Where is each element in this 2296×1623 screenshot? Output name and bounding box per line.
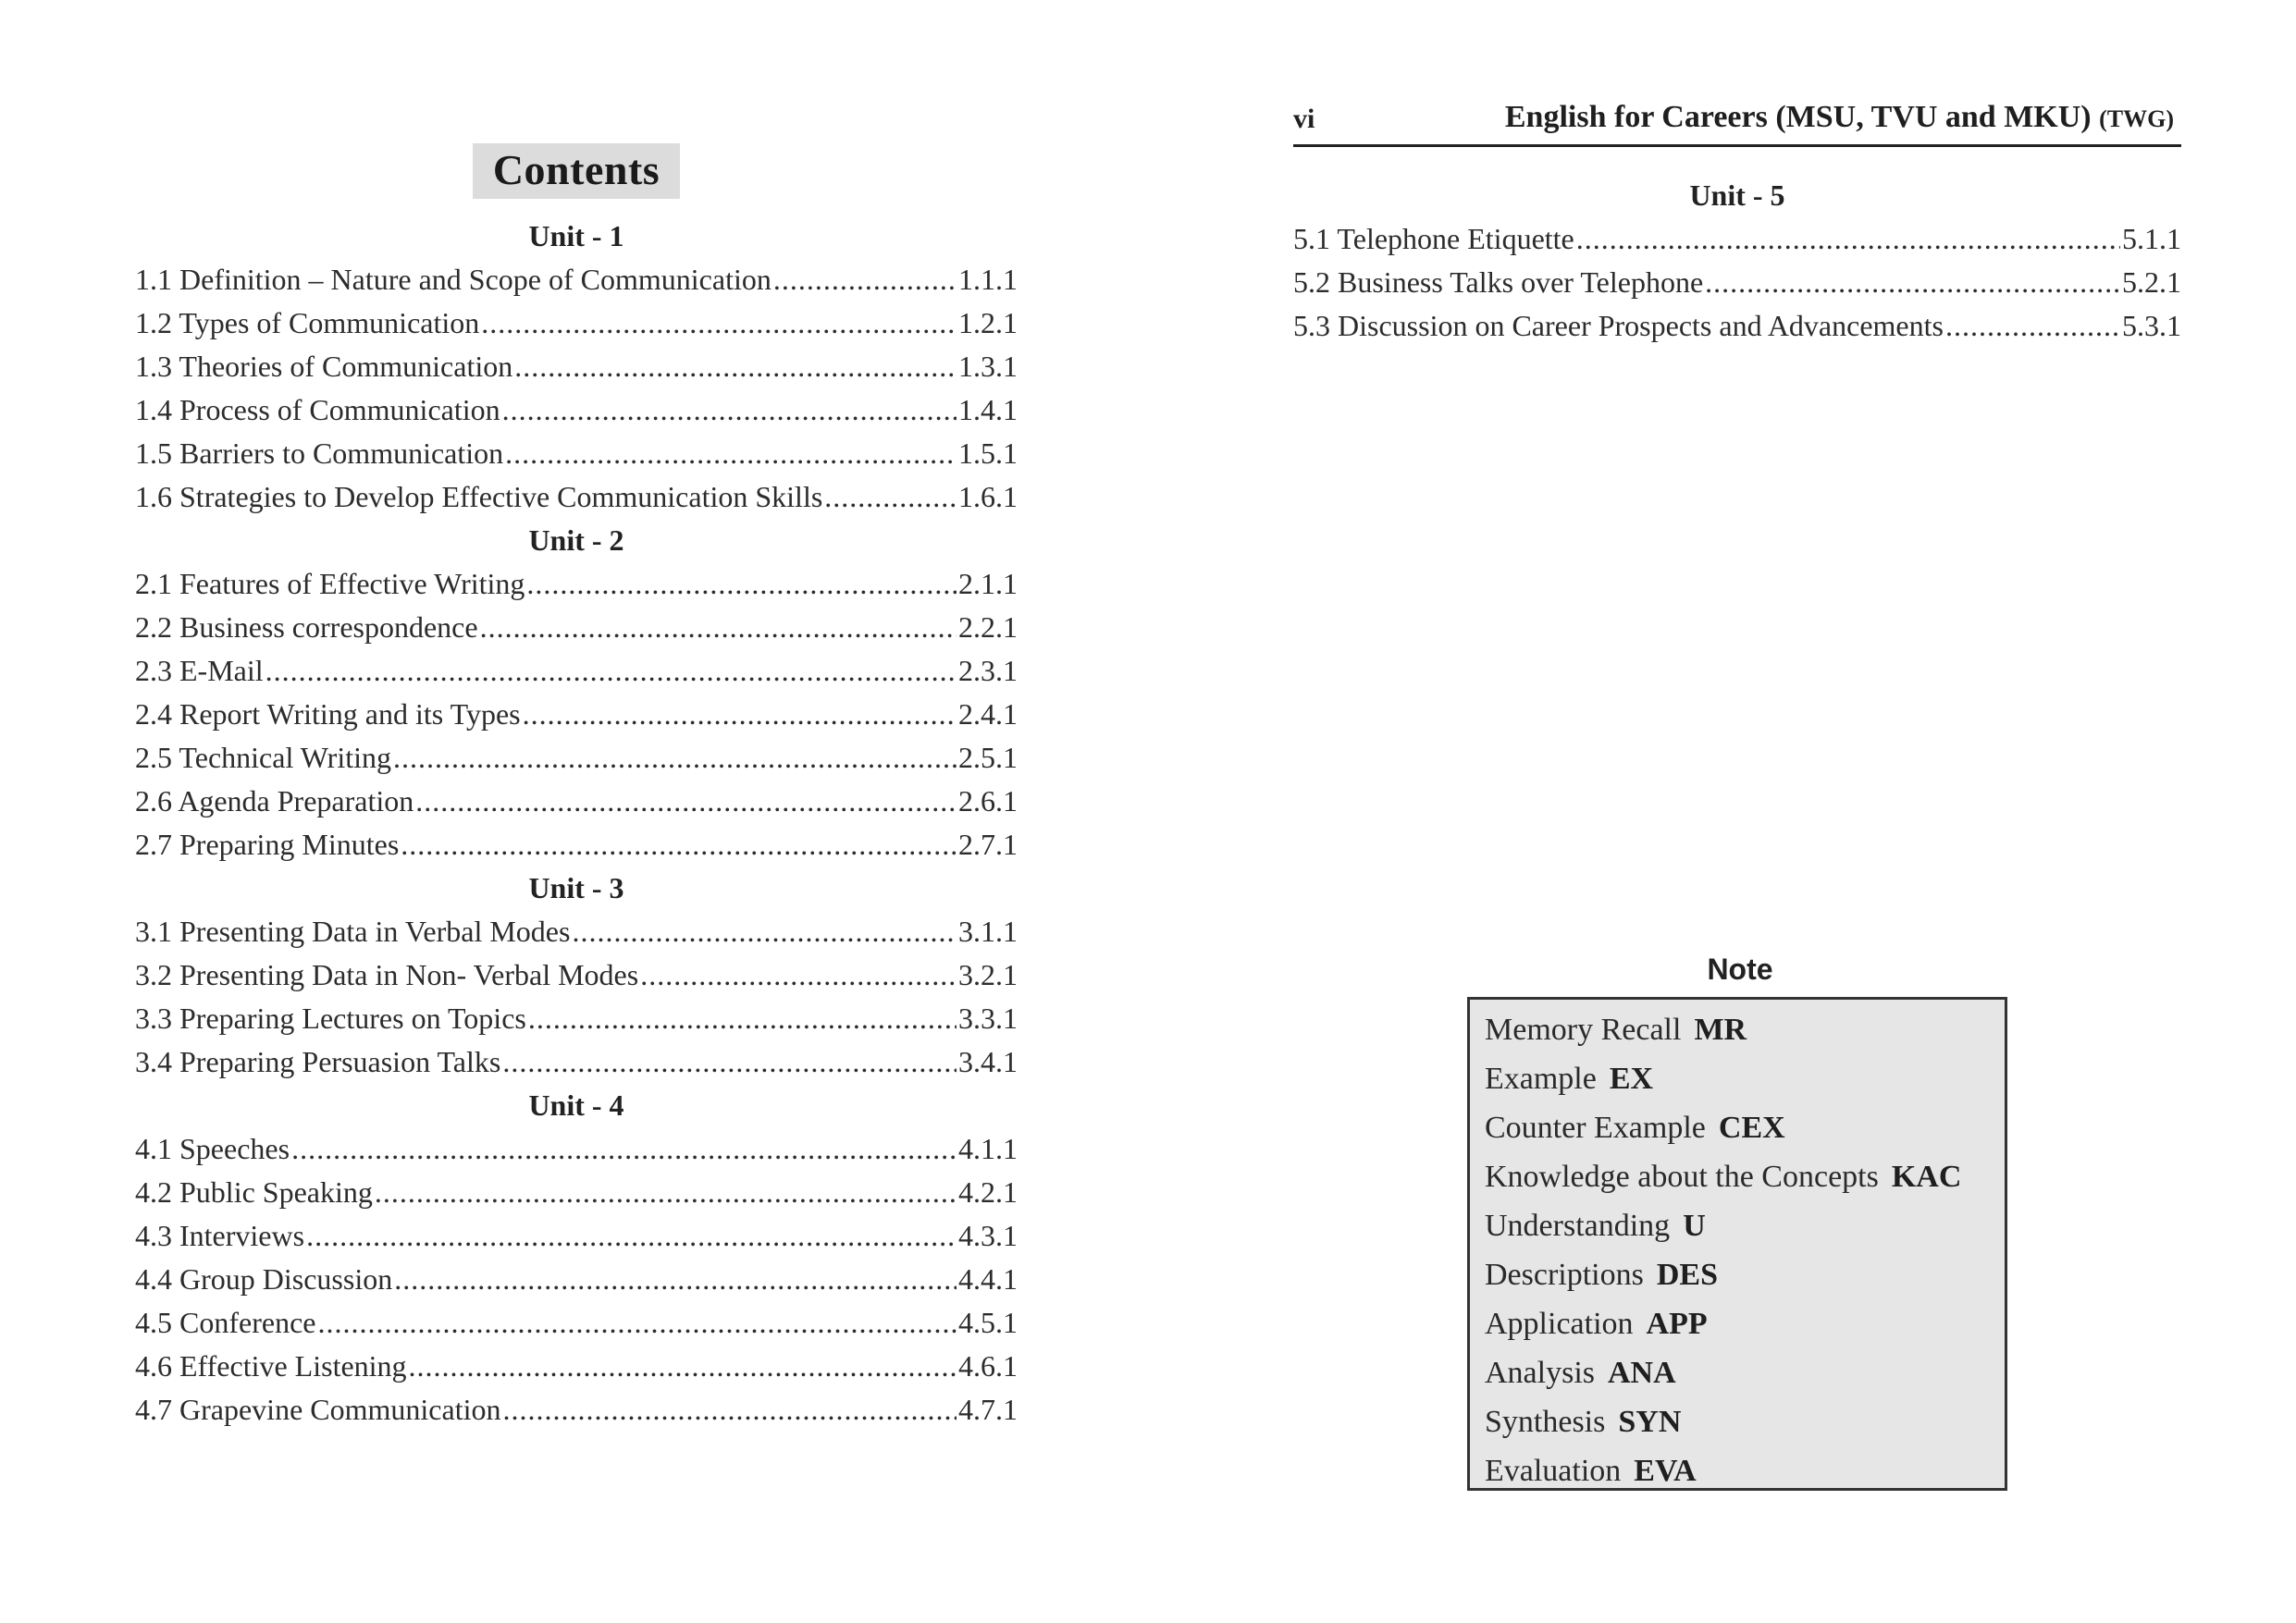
toc-entry-page: 2.7.1 xyxy=(958,828,1018,861)
book-title-suffix: (TWG) xyxy=(2099,105,2174,132)
toc-entry[interactable] xyxy=(135,953,1018,997)
toc-entry-title: 3.3 Preparing Lectures on Topics xyxy=(135,1002,526,1035)
book-title xyxy=(1505,100,2174,135)
toc-entry-page: 1.3.1 xyxy=(958,350,1018,383)
toc-entry-title: 3.2 Presenting Data in Non- Verbal Modes xyxy=(135,958,639,991)
note-item xyxy=(1485,1103,2005,1152)
toc-entry-page: 2.6.1 xyxy=(958,784,1018,818)
note-item-abbreviation: ANA xyxy=(1608,1356,1676,1390)
toc-entry[interactable] xyxy=(135,1171,1018,1214)
dot-leader xyxy=(1576,217,2120,261)
toc-entry[interactable] xyxy=(135,736,1018,780)
unit-heading: Unit - 1 xyxy=(528,219,624,252)
dot-leader xyxy=(526,562,957,606)
toc-entry[interactable] xyxy=(135,910,1018,953)
contents-title-wrap xyxy=(135,143,1018,199)
note-item-abbreviation: U xyxy=(1683,1209,1706,1243)
toc-entry[interactable] xyxy=(135,1345,1018,1388)
toc-entry[interactable] xyxy=(1293,261,2181,304)
dot-leader xyxy=(393,736,957,780)
toc-entry[interactable] xyxy=(135,301,1018,345)
page-number: vi xyxy=(1293,104,1315,134)
note-item xyxy=(1485,1348,2005,1397)
toc-entry-title: 5.3 Discussion on Career Prospects and Advancements xyxy=(1293,309,1944,342)
toc-entry-page: 4.1.1 xyxy=(958,1132,1018,1165)
dot-leader xyxy=(502,388,957,432)
dot-leader xyxy=(1945,304,2120,348)
toc-entry[interactable] xyxy=(135,475,1018,519)
unit-heading: Unit - 3 xyxy=(528,871,624,904)
toc-entry-title: 2.7 Preparing Minutes xyxy=(135,828,400,861)
toc-entry[interactable] xyxy=(135,693,1018,736)
note-label: Note xyxy=(1707,953,1773,986)
toc-entry-page: 4.2.1 xyxy=(958,1175,1018,1209)
toc-entry-title: 5.1 Telephone Etiquette xyxy=(1293,222,1574,255)
toc-entry[interactable] xyxy=(135,1127,1018,1171)
dot-leader xyxy=(514,345,957,388)
dot-leader xyxy=(502,1388,957,1432)
toc-entry-page: 4.5.1 xyxy=(958,1306,1018,1339)
toc-entry-page: 3.1.1 xyxy=(958,915,1018,948)
toc-entry-title: 3.1 Presenting Data in Verbal Modes xyxy=(135,915,571,948)
dot-leader xyxy=(481,301,957,345)
dot-leader xyxy=(523,693,957,736)
dot-leader xyxy=(1705,261,2120,304)
toc-entry[interactable] xyxy=(135,823,1018,867)
toc-entry-title: 2.6 Agenda Preparation xyxy=(135,784,414,818)
toc-entry[interactable] xyxy=(135,258,1018,301)
note-item-label: Application xyxy=(1485,1307,1634,1341)
toc-entry-page: 1.5.1 xyxy=(958,436,1018,470)
note-item-abbreviation: EX xyxy=(1609,1062,1654,1096)
toc-entry-page: 2.3.1 xyxy=(958,654,1018,687)
toc-entry-title: 2.3 E-Mail xyxy=(135,654,264,687)
running-head xyxy=(1293,98,2181,147)
toc-entry-page: 4.6.1 xyxy=(958,1349,1018,1383)
note-item xyxy=(1485,1397,2005,1446)
toc-entry[interactable] xyxy=(135,997,1018,1040)
unit-heading: Unit - 2 xyxy=(528,523,624,557)
dot-leader xyxy=(640,953,957,997)
note-item xyxy=(1485,1054,2005,1103)
note-item-label: Understanding xyxy=(1485,1209,1671,1243)
note-item-label: Descriptions xyxy=(1485,1258,1644,1292)
note-item-label: Example xyxy=(1485,1062,1597,1096)
toc-entry[interactable] xyxy=(135,649,1018,693)
dot-leader xyxy=(480,606,957,649)
note-item-label: Counter Example xyxy=(1485,1111,1706,1145)
toc-entry-title: 4.6 Effective Listening xyxy=(135,1349,407,1383)
toc-entry-title: 2.2 Business correspondence xyxy=(135,610,478,644)
note-item-abbreviation: CEX xyxy=(1718,1111,1785,1145)
note-item xyxy=(1485,1299,2005,1348)
toc-entry[interactable] xyxy=(135,780,1018,823)
toc-entry-title: 4.4 Group Discussion xyxy=(135,1262,393,1296)
note-item xyxy=(1485,1005,2005,1054)
toc-entry-title: 2.5 Technical Writing xyxy=(135,741,391,774)
toc-entry-page: 3.3.1 xyxy=(958,1002,1018,1035)
table-of-contents xyxy=(135,215,1018,1432)
toc-entry-page: 4.7.1 xyxy=(958,1393,1018,1426)
toc-entry-title: 4.2 Public Speaking xyxy=(135,1175,373,1209)
toc-entry-title: 1.3 Theories of Communication xyxy=(135,350,513,383)
contents-title: Contents xyxy=(473,143,680,199)
note-item-label: Memory Recall xyxy=(1485,1013,1682,1047)
dot-leader xyxy=(401,823,957,867)
note-item xyxy=(1485,1250,2005,1299)
toc-entry-title: 1.5 Barriers to Communication xyxy=(135,436,504,470)
toc-entry-page: 2.4.1 xyxy=(958,697,1018,731)
toc-entry[interactable] xyxy=(135,1388,1018,1432)
toc-entry-page: 1.1.1 xyxy=(958,263,1018,296)
book-title-text: English for Careers (MSU, TVU and MKU) xyxy=(1504,100,2092,134)
toc-entry-title: 1.1 Definition – Nature and Scope of Communication xyxy=(135,263,772,296)
dot-leader xyxy=(502,1040,957,1084)
toc-entry-page: 3.4.1 xyxy=(958,1045,1018,1078)
dot-leader xyxy=(409,1345,957,1388)
note-item-label: Evaluation xyxy=(1485,1454,1622,1488)
dot-leader xyxy=(528,997,957,1040)
unit-heading: Unit - 4 xyxy=(528,1088,624,1122)
toc-entry-page: 1.2.1 xyxy=(958,306,1018,339)
note-item xyxy=(1485,1152,2005,1201)
note-item-abbreviation: DES xyxy=(1656,1258,1718,1292)
toc-entry-page: 4.4.1 xyxy=(958,1262,1018,1296)
dot-leader xyxy=(265,649,957,693)
dot-leader xyxy=(505,432,957,475)
dot-leader xyxy=(394,1258,957,1301)
note-box xyxy=(1467,997,2007,1491)
dot-leader xyxy=(375,1171,957,1214)
dot-leader xyxy=(317,1301,957,1345)
note-item-abbreviation: MR xyxy=(1694,1013,1747,1047)
table-of-contents-continued xyxy=(1293,174,2181,348)
toc-entry[interactable] xyxy=(135,606,1018,649)
toc-entry[interactable] xyxy=(135,1040,1018,1084)
dot-leader xyxy=(824,475,957,519)
toc-entry[interactable] xyxy=(135,345,1018,388)
toc-entry-page: 1.4.1 xyxy=(958,393,1018,426)
toc-entry-page: 5.3.1 xyxy=(2122,309,2181,342)
toc-entry[interactable] xyxy=(135,562,1018,606)
toc-entry-title: 2.4 Report Writing and its Types xyxy=(135,697,521,731)
left-page xyxy=(135,0,1018,1623)
unit-heading: Unit - 5 xyxy=(1689,178,1785,212)
toc-entry-page: 5.1.1 xyxy=(2122,222,2181,255)
toc-entry-title: 3.4 Preparing Persuasion Talks xyxy=(135,1045,501,1078)
dot-leader xyxy=(415,780,957,823)
toc-entry-page: 4.3.1 xyxy=(958,1219,1018,1252)
toc-entry-title: 1.2 Types of Communication xyxy=(135,306,480,339)
toc-entry-title: 4.5 Conference xyxy=(135,1306,316,1339)
toc-entry-title: 2.1 Features of Effective Writing xyxy=(135,567,525,600)
note-item-abbreviation: APP xyxy=(1646,1307,1708,1341)
dot-leader xyxy=(306,1214,957,1258)
toc-entry[interactable] xyxy=(1293,304,2181,348)
note-item-abbreviation: SYN xyxy=(1618,1405,1682,1439)
toc-entry-page: 2.1.1 xyxy=(958,567,1018,600)
toc-entry[interactable] xyxy=(135,1301,1018,1345)
toc-entry-title: 1.6 Strategies to Develop Effective Communication Skills xyxy=(135,480,823,513)
toc-entry-page: 2.2.1 xyxy=(958,610,1018,644)
toc-entry-page: 5.2.1 xyxy=(2122,265,2181,299)
toc-entry[interactable] xyxy=(1293,217,2181,261)
toc-entry[interactable] xyxy=(135,1258,1018,1301)
toc-entry-title: 5.2 Business Talks over Telephone xyxy=(1293,265,1704,299)
note-item-label: Analysis xyxy=(1485,1356,1595,1390)
toc-entry-title: 4.3 Interviews xyxy=(135,1219,305,1252)
dot-leader xyxy=(291,1127,957,1171)
note-item-abbreviation: KAC xyxy=(1891,1160,1962,1194)
toc-entry[interactable] xyxy=(135,432,1018,475)
note-item-abbreviation: EVA xyxy=(1634,1454,1697,1488)
toc-entry[interactable] xyxy=(135,1214,1018,1258)
toc-entry[interactable] xyxy=(135,388,1018,432)
toc-entry-title: 4.1 Speeches xyxy=(135,1132,290,1165)
note-item xyxy=(1485,1446,2005,1495)
dot-leader xyxy=(572,910,957,953)
toc-entry-page: 1.6.1 xyxy=(958,480,1018,513)
note-item xyxy=(1485,1201,2005,1250)
toc-entry-title: 1.4 Process of Communication xyxy=(135,393,500,426)
note-item-label: Synthesis xyxy=(1485,1405,1606,1439)
toc-entry-page: 3.2.1 xyxy=(958,958,1018,991)
toc-entry-page: 2.5.1 xyxy=(958,741,1018,774)
note-item-label: Knowledge about the Concepts xyxy=(1485,1160,1879,1194)
toc-entry-title: 4.7 Grapevine Communication xyxy=(135,1393,501,1426)
dot-leader xyxy=(773,258,957,301)
